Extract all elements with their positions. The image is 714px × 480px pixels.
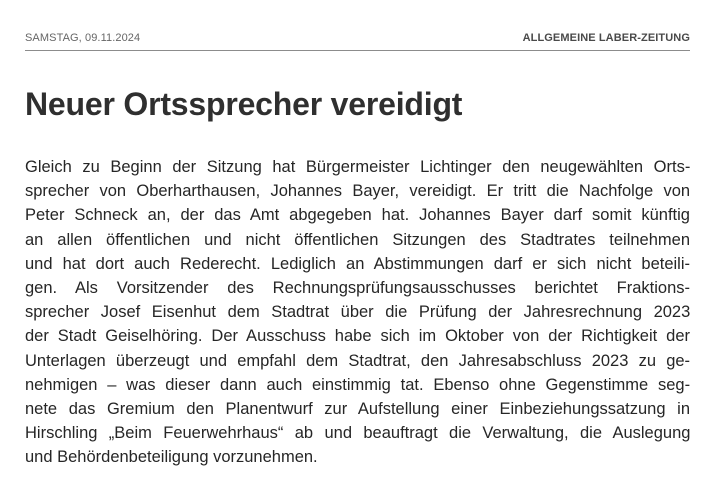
article-line: gen. Als Vorsitzender des Rechnungsprüfungsausschusses berichtet Fraktions- — [25, 278, 690, 297]
article-line: nete das Gremium den Planentwurf zur Aufstellung einer Einbeziehungssatzung in — [25, 399, 690, 418]
article-line: Peter Schneck an, der das Amt abgegeben hat. Johannes Bayer darf somit künftig — [25, 206, 690, 225]
article-line: an allen öffentlichen und nicht öffentlichen Sitzungen des Stadtrates teilnehmen — [25, 230, 690, 249]
article-line: und Behördenbeteiligung vorzunehmen. — [25, 448, 318, 467]
article-line: Gleich zu Beginn der Sitzung hat Bürgermeister Lichtinger den neugewählten Orts- — [25, 158, 690, 176]
article-line: Hirschling „Beim Feuerwehrhaus“ ab und beauftragt die Verwaltung, die Auslegung — [25, 424, 690, 443]
article-line: nehmigen – was dieser dann auch einstimmig tat. Ebenso ohne Gegenstimme seg- — [25, 375, 690, 394]
article-line: der Stadt Geiselhöring. Der Ausschuss habe sich im Oktober von der Richtigkeit der — [25, 327, 690, 346]
article-line: sprecher von Oberharthausen, Johannes Bayer, vereidigt. Er tritt die Nachfolge von — [25, 182, 690, 201]
article-line: sprecher Josef Eisenhut dem Stadtrat über die Prüfung der Jahresrechnung 2023 — [25, 303, 690, 322]
newspaper-page — [25, 0, 690, 480]
masthead — [25, 31, 690, 51]
article-line: Unterlagen überzeugt und empfahl dem Stadtrat, den Jahresabschluss 2023 zu ge- — [25, 351, 690, 370]
publication-name: ALLGEMEINE LABER-ZEITUNG — [522, 32, 690, 44]
article-headline: Neuer Ortssprecher vereidigt — [25, 86, 463, 122]
article-line: und hat dort auch Rederecht. Lediglich an Abstimmungen darf er sich nicht beteili- — [25, 254, 690, 273]
article-body — [25, 155, 690, 469]
issue-date: SAMSTAG, 09.11.2024 — [25, 32, 141, 44]
